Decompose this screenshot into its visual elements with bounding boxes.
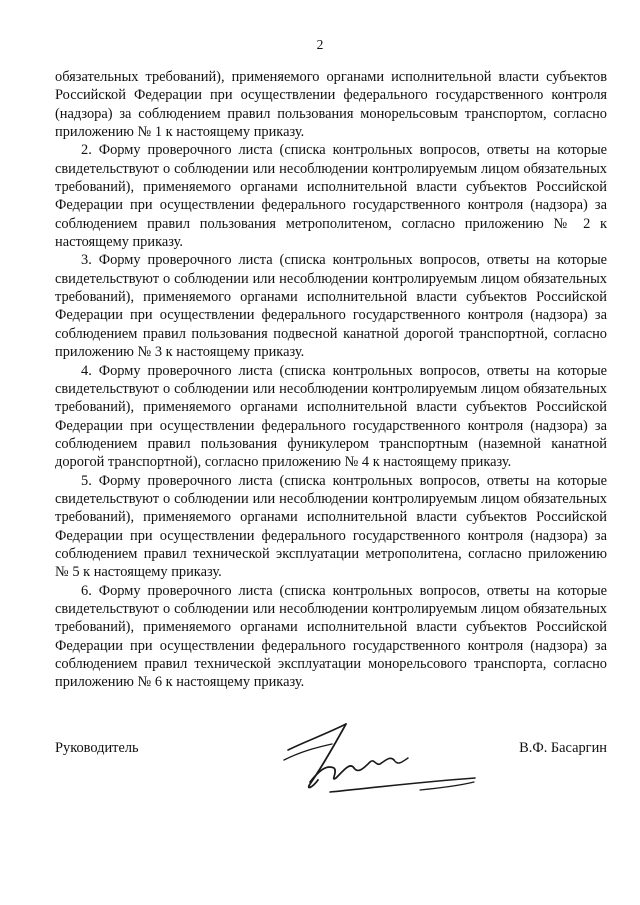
signatory-title: Руководитель [55,740,139,756]
paragraph-continuation: обязательных требований), применяемого органами исполнительной власти субъектов Российской Федерации при осуществлении федерального государственного контроля (надзора) за соблюдением правил пользования монорельсовым транспортом, согласно приложению № 1 к настоящему приказу. [55,69,607,141]
signatory-name: В.Ф. Басаргин [519,740,607,756]
paragraph-item-6: 6. Форму проверочного листа (списка контрольных вопросов, ответы на которые свидетельствуют о соблюдении или несоблюдении контролируемым лицом обязательных требований), применяемого органами исполнительной власти субъектов Российской Федерации при осуществлении федерального государственного контроля (надзора) за соблюдением правил технической эксплуатации монорельсового транспорта, согласно приложению № 6 к настоящему приказу. [55,582,607,691]
paragraph-item-5: 5. Форму проверочного листа (списка контрольных вопросов, ответы на которые свидетельствуют о соблюдении или несоблюдении контролируемым лицом обязательных требований), применяемого органами исполнительной власти субъектов Российской Федерации при осуществлении федерального государственного контроля (надзора) за соблюдением правил технической эксплуатации метрополитена, согласно приложению № 5 к настоящему приказу. [55,472,607,581]
page-number: 2 [316,37,324,52]
paragraph-item-2: 2. Форму проверочного листа (списка контрольных вопросов, ответы на которые свидетельствуют о соблюдении или несоблюдении контролируемым лицом обязательных требований), применяемого органами исполнительной власти субъектов Российской Федерации при осуществлении федерального государственного контроля (надзора) за соблюдением правил пользования метрополитеном, согласно приложению № 2 к настоящему приказу. [55,142,607,251]
handwritten-signature [270,712,490,812]
paragraph-item-4: 4. Форму проверочного листа (списка контрольных вопросов, ответы на которые свидетельствуют о соблюдении или несоблюдении контролируемым лицом обязательных требований), применяемого органами исполнительной власти субъектов Российской Федерации при осуществлении федерального государственного контроля (надзора) за соблюдением правил пользования фуникулером транспортным (наземной канатной дорогой транспортной), согласно приложению № 4 к настоящему приказу. [55,362,607,471]
paragraph-item-3: 3. Форму проверочного листа (списка контрольных вопросов, ответы на которые свидетельствуют о соблюдении или несоблюдении контролируемым лицом обязательных требований), применяемого органами исполнительной власти субъектов Российской Федерации при осуществлении федерального государственного контроля (надзора) за соблюдением правил пользования подвесной канатной дорогой транспортной, согласно приложению № 3 к настоящему приказу. [55,252,607,361]
document-body [55,68,607,692]
